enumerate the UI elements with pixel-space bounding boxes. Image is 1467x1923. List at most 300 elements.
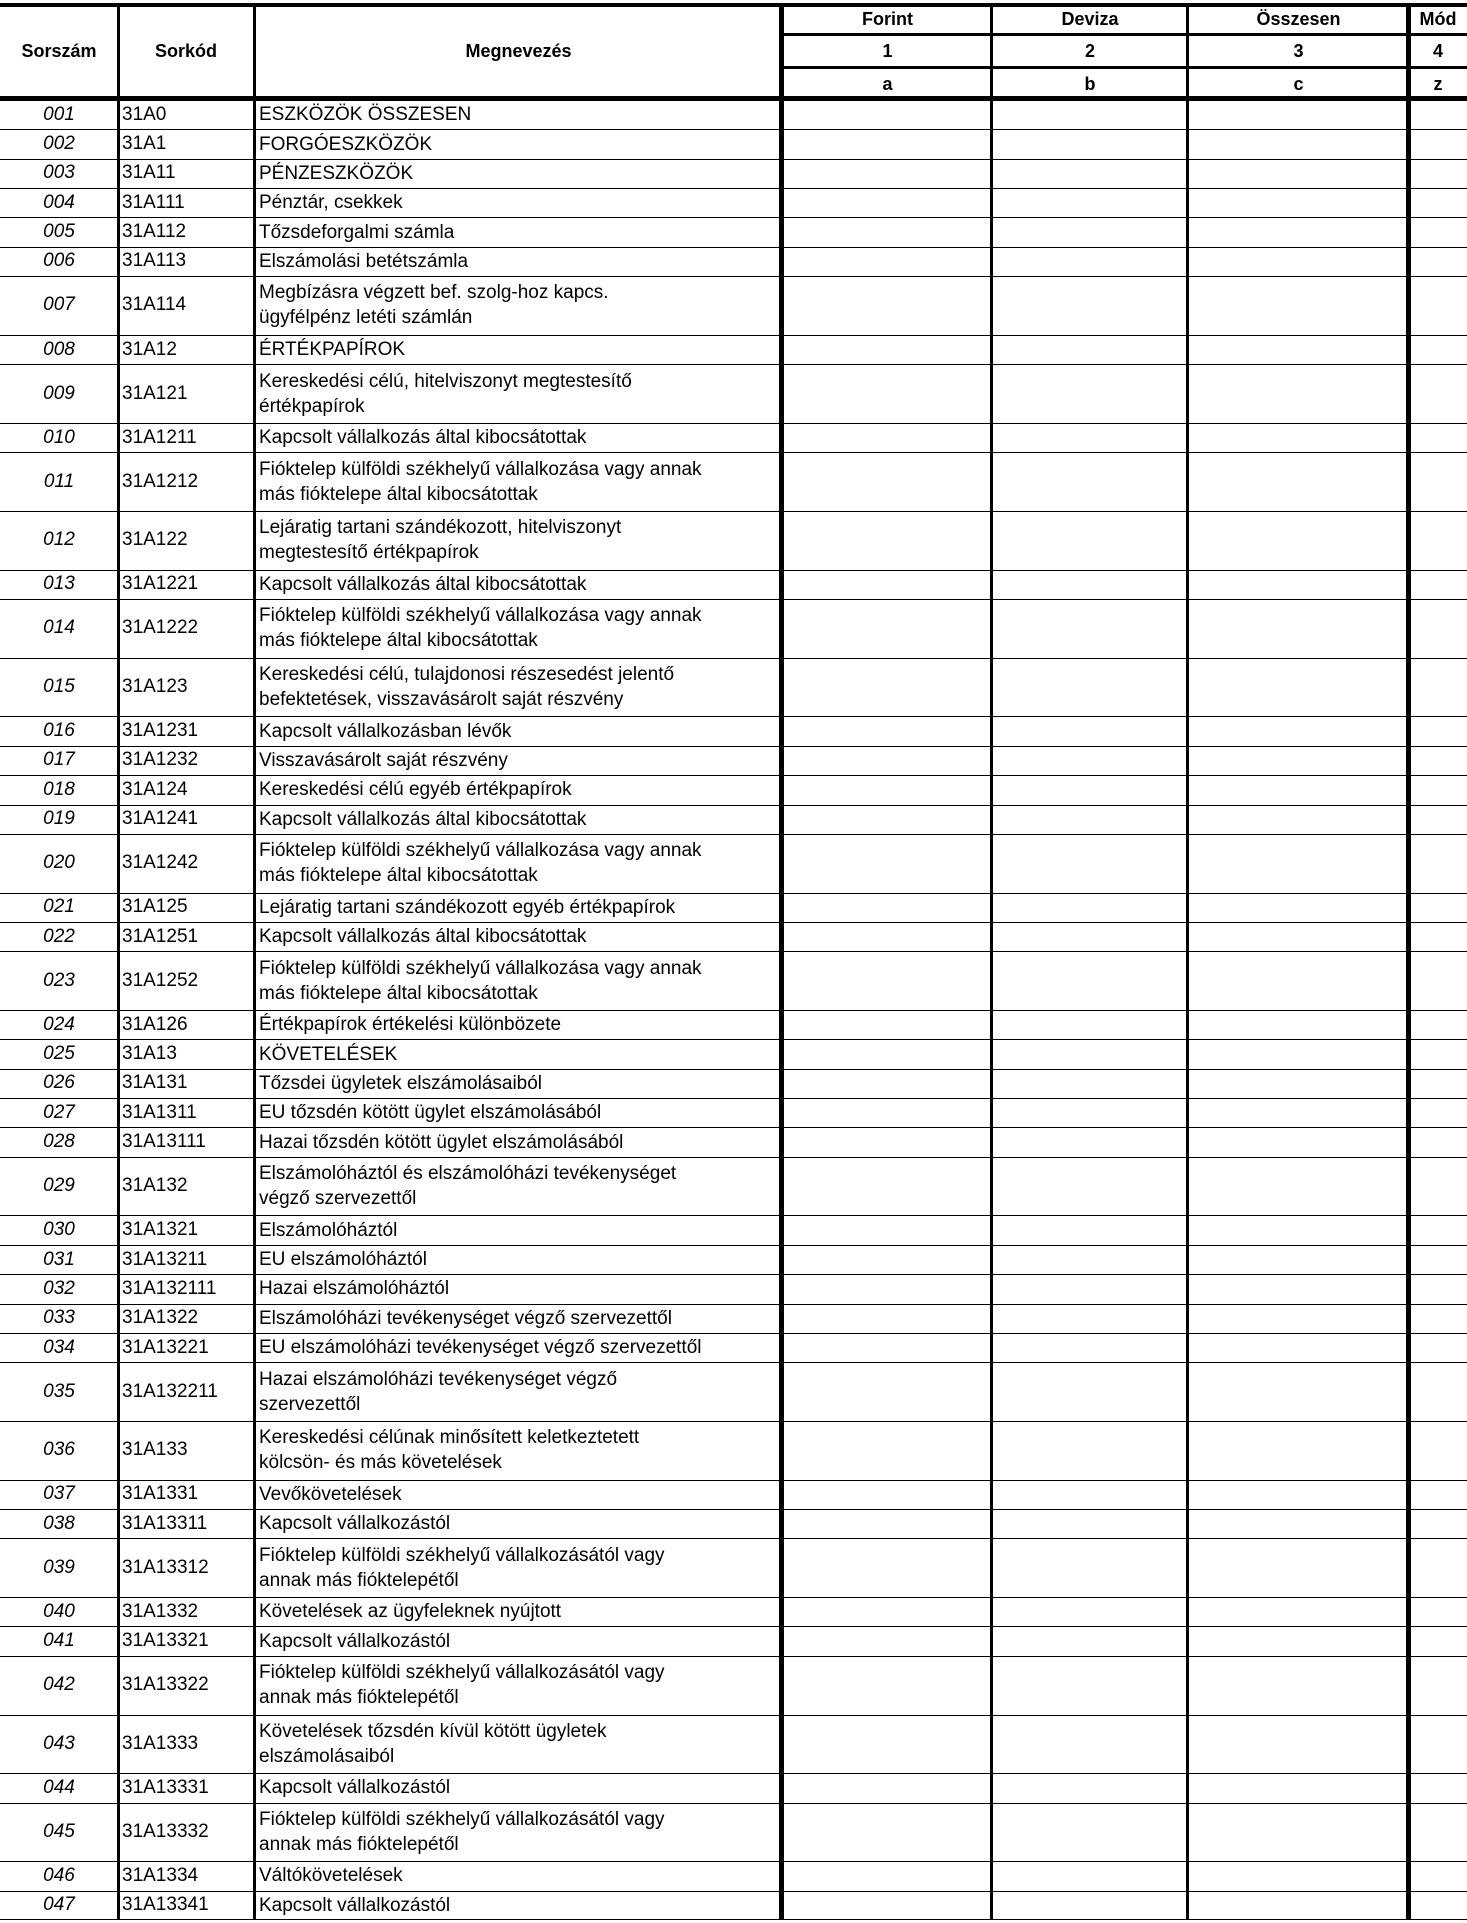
column-letter-z: z [1433,73,1443,94]
row-divider-line [0,1245,1467,1246]
deviza-input-cell[interactable] [992,1362,1188,1421]
forint-input-cell[interactable] [783,247,992,276]
mod-input-cell[interactable] [1409,1891,1467,1920]
deviza-input-cell[interactable] [992,129,1188,158]
mod-input-cell[interactable] [1409,599,1467,658]
deviza-input-cell[interactable] [992,1069,1188,1098]
deviza-input-cell[interactable] [992,805,1188,834]
row-sorkod: 31A113 [122,250,187,272]
row-sorszam: 046 [43,1864,75,1886]
osszesen-input-cell[interactable] [1188,1773,1409,1802]
forint-input-cell[interactable] [783,335,992,364]
megnevezes-line: Pénztár, csekkek [259,192,403,214]
mod-input-cell[interactable] [1409,335,1467,364]
forint-input-cell[interactable] [783,188,992,217]
megnevezes-line: annak más fióktelepétől [259,1569,459,1591]
megnevezes-line: Fióktelep külföldi székhelyű vállalkozásától vagy [259,1544,665,1566]
deviza-input-cell[interactable] [992,276,1188,335]
forint-input-cell[interactable] [783,1362,992,1421]
osszesen-input-cell[interactable] [1188,364,1409,423]
mod-input-cell[interactable] [1409,1039,1467,1068]
mod-input-cell[interactable] [1409,775,1467,804]
forint-input-cell[interactable] [783,893,992,922]
row-sorkod: 31A1221 [122,573,199,595]
megnevezes-line: Követelések tőzsdén kívül kötött ügyletek [259,1720,607,1742]
osszesen-input-cell[interactable] [1188,217,1409,246]
deviza-input-cell[interactable] [992,1245,1188,1274]
row-divider-line [0,129,1467,130]
megnevezes-line: megtestesítő értékpapírok [259,542,479,564]
deviza-input-cell[interactable] [992,599,1188,658]
megnevezes-line: Elszámolóháztól [259,1219,398,1241]
deviza-input-cell[interactable] [992,452,1188,511]
mod-input-cell[interactable] [1409,658,1467,717]
row-sorkod: 31A1333 [122,1732,199,1754]
row-sorkod: 31A121 [122,382,188,404]
osszesen-input-cell[interactable] [1188,423,1409,452]
forint-input-cell[interactable] [783,1480,992,1509]
deviza-input-cell[interactable] [992,1803,1188,1862]
osszesen-input-cell[interactable] [1188,716,1409,745]
row-megnevezes [254,922,783,951]
forint-input-cell[interactable] [783,1127,992,1156]
deviza-input-cell[interactable] [992,100,1188,129]
megnevezes-line: EU elszámolóházi tevékenységet végző szervezettől [259,1337,702,1359]
mod-input-cell[interactable] [1409,247,1467,276]
deviza-input-cell[interactable] [992,1626,1188,1655]
forint-input-cell[interactable] [783,1538,992,1597]
osszesen-input-cell[interactable] [1188,805,1409,834]
deviza-input-cell[interactable] [992,1010,1188,1039]
mod-input-cell[interactable] [1409,129,1467,158]
row-sorszam: 019 [43,808,75,830]
row-divider-line [0,599,1467,600]
osszesen-input-cell[interactable] [1188,1656,1409,1715]
deviza-input-cell[interactable] [992,159,1188,188]
row-sorszam: 006 [43,250,75,272]
header-deviza: Deviza [1061,8,1119,29]
osszesen-input-cell[interactable] [1188,1421,1409,1480]
row-sorkod: 31A13332 [122,1820,209,1842]
megnevezes-line: Visszavásárolt saját részvény [259,749,508,771]
deviza-input-cell[interactable] [992,951,1188,1010]
row-divider-line [0,1010,1467,1011]
forint-input-cell[interactable] [783,775,992,804]
deviza-input-cell[interactable] [992,1039,1188,1068]
deviza-input-cell[interactable] [992,423,1188,452]
forint-input-cell[interactable] [783,1626,992,1655]
deviza-input-cell[interactable] [992,1098,1188,1127]
osszesen-input-cell[interactable] [1188,1891,1409,1920]
column-divider-line [1186,3,1189,1920]
mod-input-cell[interactable] [1409,511,1467,570]
row-sorszam: 010 [43,426,75,448]
osszesen-input-cell[interactable] [1188,951,1409,1010]
megnevezes-line: Elszámolási betétszámla [259,250,469,272]
osszesen-input-cell[interactable] [1188,1480,1409,1509]
row-sorszam: 024 [43,1013,75,1035]
mod-input-cell[interactable] [1409,217,1467,246]
deviza-input-cell[interactable] [992,1538,1188,1597]
mod-input-cell[interactable] [1409,1538,1467,1597]
mod-input-cell[interactable] [1409,1421,1467,1480]
row-sorkod: 31A13312 [122,1556,209,1578]
row-divider-line [0,188,1467,189]
forint-input-cell[interactable] [783,1010,992,1039]
osszesen-input-cell[interactable] [1188,922,1409,951]
row-megnevezes [254,100,783,129]
row-megnevezes [254,364,783,423]
header-osszesen: Összesen [1256,8,1341,29]
row-sorkod: 31A1222 [122,617,199,639]
mod-input-cell[interactable] [1409,1127,1467,1156]
mod-input-cell[interactable] [1409,1803,1467,1862]
row-sorszam: 044 [43,1776,75,1798]
osszesen-input-cell[interactable] [1188,159,1409,188]
deviza-input-cell[interactable] [992,570,1188,599]
deviza-input-cell[interactable] [992,188,1188,217]
deviza-input-cell[interactable] [992,217,1188,246]
osszesen-input-cell[interactable] [1188,1509,1409,1538]
osszesen-input-cell[interactable] [1188,1127,1409,1156]
deviza-input-cell[interactable] [992,1509,1188,1538]
row-megnevezes [254,188,783,217]
megnevezes-line: Lejáratig tartani szándékozott, hitelviszonyt [259,517,622,539]
row-divider-line [0,893,1467,894]
forint-input-cell[interactable] [783,159,992,188]
row-megnevezes [254,276,783,335]
row-sorkod: 31A1211 [122,426,197,448]
forint-input-cell[interactable] [783,834,992,893]
forint-input-cell[interactable] [783,452,992,511]
mod-input-cell[interactable] [1409,1480,1467,1509]
forint-input-cell[interactable] [783,1069,992,1098]
deviza-input-cell[interactable] [992,1127,1188,1156]
forint-input-cell[interactable] [783,1157,992,1216]
osszesen-input-cell[interactable] [1188,1039,1409,1068]
mod-input-cell[interactable] [1409,834,1467,893]
mod-input-cell[interactable] [1409,1069,1467,1098]
forint-input-cell[interactable] [783,922,992,951]
forint-input-cell[interactable] [783,129,992,158]
forint-input-cell[interactable] [783,1304,992,1333]
mod-input-cell[interactable] [1409,893,1467,922]
deviza-input-cell[interactable] [992,1480,1188,1509]
osszesen-input-cell[interactable] [1188,335,1409,364]
row-sorkod: 31A1241 [122,808,199,830]
row-sorkod: 31A114 [122,294,187,316]
mod-input-cell[interactable] [1409,922,1467,951]
row-megnevezes [254,1304,783,1333]
mod-input-cell[interactable] [1409,1597,1467,1626]
deviza-input-cell[interactable] [992,1861,1188,1890]
forint-input-cell[interactable] [783,1773,992,1802]
deviza-input-cell[interactable] [992,746,1188,775]
row-sorkod: 31A1334 [122,1864,199,1886]
row-divider-line [0,1480,1467,1481]
megnevezes-line: Kapcsolt vállalkozástól [259,1777,451,1799]
megnevezes-line: EU tőzsdén kötött ügylet elszámolásából [259,1102,602,1124]
osszesen-input-cell[interactable] [1188,1333,1409,1362]
deviza-input-cell[interactable] [992,775,1188,804]
deviza-input-cell[interactable] [992,1715,1188,1774]
osszesen-input-cell[interactable] [1188,599,1409,658]
row-sorszam: 003 [43,162,75,184]
osszesen-input-cell[interactable] [1188,1098,1409,1127]
osszesen-input-cell[interactable] [1188,1538,1409,1597]
row-megnevezes [254,1010,783,1039]
megnevezes-line: PÉNZESZKÖZÖK [259,162,414,184]
row-sorszam: 035 [43,1380,75,1402]
mod-input-cell[interactable] [1409,746,1467,775]
forint-input-cell[interactable] [783,746,992,775]
mod-input-cell[interactable] [1409,452,1467,511]
row-megnevezes [254,511,783,570]
row-megnevezes [254,1333,783,1362]
deviza-input-cell[interactable] [992,1891,1188,1920]
row-divider-line [0,1597,1467,1598]
row-sorszam: 038 [43,1512,75,1534]
megnevezes-line: befektetések, visszavásárolt saját részvény [259,689,624,711]
osszesen-input-cell[interactable] [1188,1069,1409,1098]
mod-input-cell[interactable] [1409,159,1467,188]
forint-input-cell[interactable] [783,658,992,717]
row-divider-line [0,159,1467,160]
deviza-input-cell[interactable] [992,1157,1188,1216]
forint-input-cell[interactable] [783,217,992,246]
megnevezes-line: Követelések az ügyfeleknek nyújtott [259,1601,562,1623]
forint-input-cell[interactable] [783,716,992,745]
mod-input-cell[interactable] [1409,1509,1467,1538]
megnevezes-line: Hazai elszámolóházi tevékenységet végző [259,1368,618,1390]
row-megnevezes [254,746,783,775]
forint-input-cell[interactable] [783,1333,992,1362]
forint-input-cell[interactable] [783,1715,992,1774]
row-sorkod: 31A126 [122,1013,188,1035]
deviza-input-cell[interactable] [992,1656,1188,1715]
megnevezes-line: ESZKÖZÖK ÖSSZESEN [259,104,472,126]
osszesen-input-cell[interactable] [1188,834,1409,893]
mod-input-cell[interactable] [1409,805,1467,834]
row-sorkod: 31A1311 [122,1101,197,1123]
forint-input-cell[interactable] [783,1597,992,1626]
row-megnevezes [254,159,783,188]
deviza-input-cell[interactable] [992,1421,1188,1480]
row-sorkod: 31A13211 [122,1248,208,1270]
osszesen-input-cell[interactable] [1188,1157,1409,1216]
forint-input-cell[interactable] [783,511,992,570]
mod-input-cell[interactable] [1409,1304,1467,1333]
forint-input-cell[interactable] [783,1421,992,1480]
row-sorkod: 31A124 [122,778,188,800]
row-sorszam: 031 [43,1248,75,1270]
deviza-input-cell[interactable] [992,834,1188,893]
deviza-input-cell[interactable] [992,658,1188,717]
mod-input-cell[interactable] [1409,1274,1467,1303]
deviza-input-cell[interactable] [992,364,1188,423]
deviza-input-cell[interactable] [992,1597,1188,1626]
megnevezes-line: Váltókövetelések [259,1865,403,1887]
osszesen-input-cell[interactable] [1188,658,1409,717]
mod-input-cell[interactable] [1409,1362,1467,1421]
row-divider-line [0,1127,1467,1128]
osszesen-input-cell[interactable] [1188,1010,1409,1039]
megnevezes-line: elszámolásaiból [259,1745,395,1767]
row-divider-line [0,1626,1467,1627]
forint-input-cell[interactable] [783,1098,992,1127]
row-megnevezes [254,217,783,246]
osszesen-input-cell[interactable] [1188,1304,1409,1333]
row-megnevezes [254,599,783,658]
row-sorkod: 31A12 [122,338,177,360]
osszesen-input-cell[interactable] [1188,1715,1409,1774]
deviza-input-cell[interactable] [992,247,1188,276]
mod-input-cell[interactable] [1409,570,1467,599]
row-divider-line [0,364,1467,365]
row-sorkod: 31A1242 [122,852,199,874]
osszesen-input-cell[interactable] [1188,775,1409,804]
osszesen-input-cell[interactable] [1188,188,1409,217]
row-divider-line [0,1362,1467,1363]
deviza-input-cell[interactable] [992,716,1188,745]
row-megnevezes [254,1656,783,1715]
osszesen-input-cell[interactable] [1188,1245,1409,1274]
mod-input-cell[interactable] [1409,1157,1467,1216]
deviza-input-cell[interactable] [992,1215,1188,1244]
mod-input-cell[interactable] [1409,716,1467,745]
osszesen-input-cell[interactable] [1188,247,1409,276]
forint-input-cell[interactable] [783,1245,992,1274]
megnevezes-line: Kereskedési célú egyéb értékpapírok [259,779,572,801]
deviza-input-cell[interactable] [992,922,1188,951]
mod-input-cell[interactable] [1409,951,1467,1010]
mod-input-cell[interactable] [1409,1245,1467,1274]
mod-input-cell[interactable] [1409,364,1467,423]
osszesen-input-cell[interactable] [1188,1274,1409,1303]
megnevezes-line: értékpapírok [259,395,365,417]
forint-input-cell[interactable] [783,1656,992,1715]
osszesen-input-cell[interactable] [1188,1861,1409,1890]
header-mod: Mód [1419,8,1457,29]
megnevezes-line: annak más fióktelepétől [259,1687,459,1709]
row-divider-line [0,834,1467,835]
osszesen-input-cell[interactable] [1188,276,1409,335]
forint-input-cell[interactable] [783,1215,992,1244]
forint-input-cell[interactable] [783,1509,992,1538]
row-sorszam: 043 [43,1732,75,1754]
osszesen-input-cell[interactable] [1188,893,1409,922]
column-number-3: 3 [1293,41,1304,61]
row-sorszam: 009 [43,382,75,404]
column-letter-a: a [882,73,893,94]
header-forint: Forint [862,8,913,29]
column-letter-b: b [1084,73,1096,94]
osszesen-input-cell[interactable] [1188,1215,1409,1244]
osszesen-input-cell[interactable] [1188,1597,1409,1626]
osszesen-input-cell[interactable] [1188,1362,1409,1421]
row-megnevezes [254,1274,783,1303]
deviza-input-cell[interactable] [992,1773,1188,1802]
row-sorkod: 31A13311 [122,1512,208,1534]
megnevezes-line: Fióktelep külföldi székhelyű vállalkozása vagy annak [259,840,702,862]
row-sorszam: 042 [43,1674,75,1696]
mod-input-cell[interactable] [1409,1215,1467,1244]
mod-input-cell[interactable] [1409,1773,1467,1802]
deviza-input-cell[interactable] [992,893,1188,922]
forint-input-cell[interactable] [783,570,992,599]
forint-input-cell[interactable] [783,423,992,452]
forint-input-cell[interactable] [783,951,992,1010]
row-sorszam: 013 [43,573,75,595]
forint-input-cell[interactable] [783,1891,992,1920]
mod-input-cell[interactable] [1409,1715,1467,1774]
row-megnevezes [254,1127,783,1156]
osszesen-input-cell[interactable] [1188,511,1409,570]
megnevezes-line: Megbízásra végzett bef. szolg-hoz kapcs. [259,282,609,304]
mod-input-cell[interactable] [1409,423,1467,452]
forint-input-cell[interactable] [783,100,992,129]
deviza-input-cell[interactable] [992,1304,1188,1333]
deviza-input-cell[interactable] [992,335,1188,364]
row-megnevezes [254,1891,783,1920]
osszesen-input-cell[interactable] [1188,100,1409,129]
mod-input-cell[interactable] [1409,1333,1467,1362]
forint-input-cell[interactable] [783,599,992,658]
mod-input-cell[interactable] [1409,1861,1467,1890]
megnevezes-line: más fióktelepe által kibocsátottak [259,630,538,652]
mod-input-cell[interactable] [1409,1098,1467,1127]
deviza-input-cell[interactable] [992,1274,1188,1303]
column-divider-line [253,3,256,1920]
forint-input-cell[interactable] [783,1803,992,1862]
row-divider-line [0,452,1467,453]
mod-input-cell[interactable] [1409,1010,1467,1039]
row-sorszam: 001 [43,103,75,125]
osszesen-input-cell[interactable] [1188,1803,1409,1862]
forint-input-cell[interactable] [783,1274,992,1303]
megnevezes-line: Kapcsolt vállalkozás által kibocsátottak [259,808,587,830]
megnevezes-line: Tőzsdeforgalmi számla [259,221,455,243]
forint-input-cell[interactable] [783,805,992,834]
row-sorszam: 011 [43,470,75,492]
mod-input-cell[interactable] [1409,1626,1467,1655]
osszesen-input-cell[interactable] [1188,129,1409,158]
deviza-input-cell[interactable] [992,511,1188,570]
forint-input-cell[interactable] [783,1861,992,1890]
mod-input-cell[interactable] [1409,276,1467,335]
mod-input-cell[interactable] [1409,188,1467,217]
mod-input-cell[interactable] [1409,100,1467,129]
forint-input-cell[interactable] [783,1039,992,1068]
row-sorszam: 004 [43,191,75,213]
row-megnevezes [254,247,783,276]
column-divider-line [990,3,993,1920]
row-sorszam: 039 [43,1556,75,1578]
megnevezes-line: szervezettől [259,1393,361,1415]
megnevezes-line: Vevőkövetelések [259,1483,402,1505]
row-divider-line [0,276,1467,277]
forint-input-cell[interactable] [783,364,992,423]
mod-input-cell[interactable] [1409,1656,1467,1715]
deviza-input-cell[interactable] [992,1333,1188,1362]
osszesen-input-cell[interactable] [1188,570,1409,599]
osszesen-input-cell[interactable] [1188,452,1409,511]
osszesen-input-cell[interactable] [1188,746,1409,775]
row-divider-line [0,1421,1467,1422]
osszesen-input-cell[interactable] [1188,1626,1409,1655]
forint-input-cell[interactable] [783,276,992,335]
megnevezes-line: Elszámolóháztól és elszámolóházi tevékenységet [259,1163,677,1185]
